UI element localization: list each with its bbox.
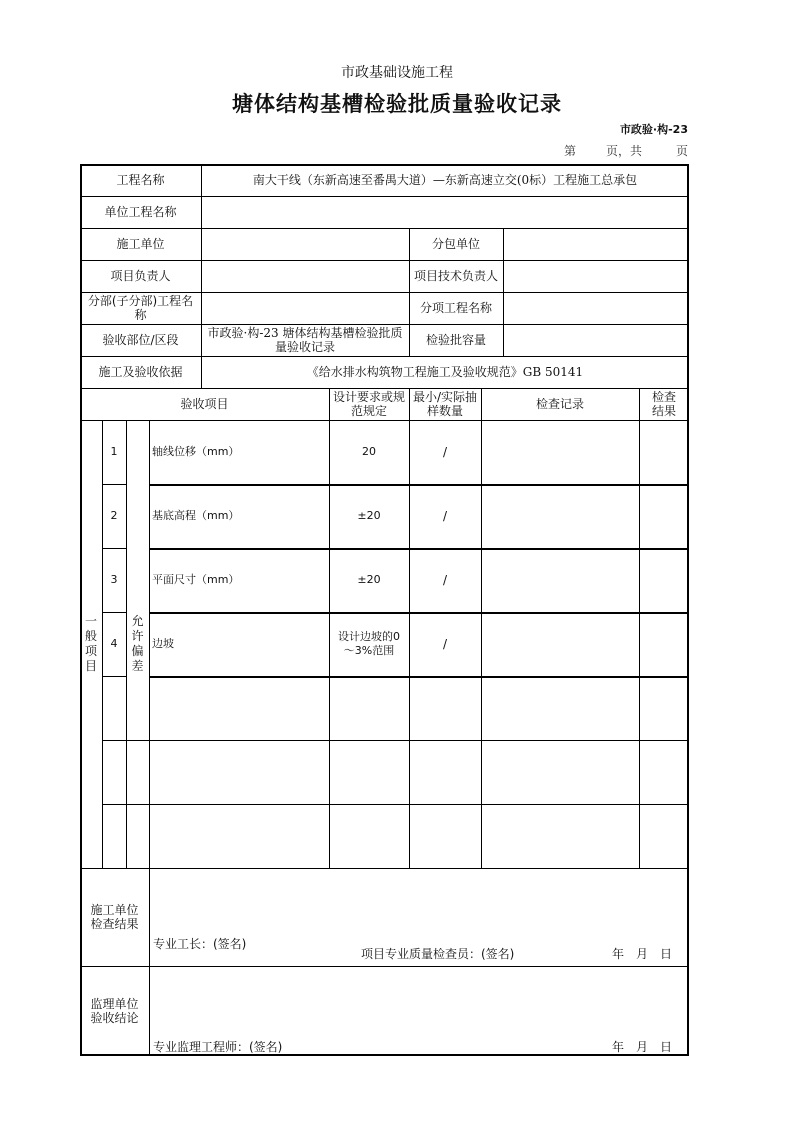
group-label: 一般项目 [84,614,97,673]
sampling-header: 最小/实际抽样数量 [412,390,478,418]
sub-division-label: 分部(子分部)工程名称 [87,294,194,322]
basis-label: 施工及验收依据 [98,365,183,379]
row-design: 20 [362,445,376,458]
row-number: 3 [110,573,118,586]
form-code: 市政验·构-23 [619,123,688,136]
row-record[interactable] [481,548,639,612]
project-name-label: 工程名称 [116,173,165,187]
page-label-2: 页，共 [605,144,642,158]
sub-item-label: 分项工程名称 [419,301,492,315]
row-sampling: / [442,445,448,459]
unit-project-value[interactable] [201,196,689,228]
inspector-signature: 项目专业质量检查员：(签名) [361,947,515,961]
category-heading: 市政基础设施工程 [341,65,453,81]
foreman-signature: 专业工长：(签名) [153,937,247,951]
unit-project-label: 单位工程名称 [104,205,177,219]
row-result[interactable] [639,484,689,548]
project-manager-value[interactable] [201,260,409,292]
row-item: 平面尺寸（mm） [152,573,240,586]
row-item: 轴线位移（mm） [152,445,240,458]
row-sampling: / [442,509,448,523]
supervision-date: 年 月 日 [612,1040,673,1054]
batch-capacity-value[interactable] [503,324,689,356]
row-number: 1 [110,445,118,458]
sub-item-value[interactable] [503,292,689,324]
supervisor-signature: 专业监理工程师：(签名) [153,1040,283,1054]
result-header: 检查结果 [651,390,676,418]
design-header: 设计要求或规范规定 [332,390,405,418]
row-sampling: / [442,573,448,587]
row-number: 4 [110,637,118,650]
row-record[interactable] [481,612,639,676]
subcontractor-label: 分包单位 [431,237,480,251]
row-result[interactable] [639,420,689,484]
subcontractor-value[interactable] [503,228,689,260]
tech-manager-label: 项目技术负责人 [413,269,498,283]
row-design: 设计边坡的0～3%范围 [338,630,400,657]
sub-division-value[interactable] [201,292,409,324]
contractor-value[interactable] [201,228,409,260]
row-record[interactable] [481,420,639,484]
row-record[interactable] [481,484,639,548]
sub-group-label: 允许偏差 [131,614,144,673]
construction-check-label: 施工单位检查结果 [90,903,139,931]
record-header: 检查记录 [535,397,584,411]
page-label-1: 第 [563,144,576,158]
project-manager-label: 项目负责人 [110,269,171,283]
page-label-3: 页 [675,144,688,158]
inspection-part-value: 市政验·构-23 塘体结构基槽检验批质量验收记录 [207,326,403,354]
row-result[interactable] [639,612,689,676]
row-number: 2 [110,509,118,522]
form-title: 塘体结构基槽检验批质量验收记录 [232,92,562,116]
project-name-value: 南大干线（东新高速至番禺大道）—东新高速立交(0标）工程施工总承包 [252,173,638,187]
row-sampling: / [442,637,448,651]
construction-date: 年 月 日 [612,947,673,961]
row-design: ±20 [357,509,381,522]
row-design: ±20 [357,573,381,586]
tech-manager-value[interactable] [503,260,689,292]
row-item: 边坡 [152,637,174,650]
contractor-label: 施工单位 [116,237,165,251]
basis-value: 《给水排水构筑物工程施工及验收规范》GB 50141 [306,365,584,379]
page-indicator [564,142,688,159]
row-item: 基底高程（mm） [152,509,240,522]
batch-capacity-label: 检验批容量 [425,333,486,347]
supervision-label: 监理单位验收结论 [90,997,139,1025]
items-header: 验收项目 [180,397,229,411]
row-result[interactable] [639,548,689,612]
inspection-part-label: 验收部位/区段 [102,333,179,347]
